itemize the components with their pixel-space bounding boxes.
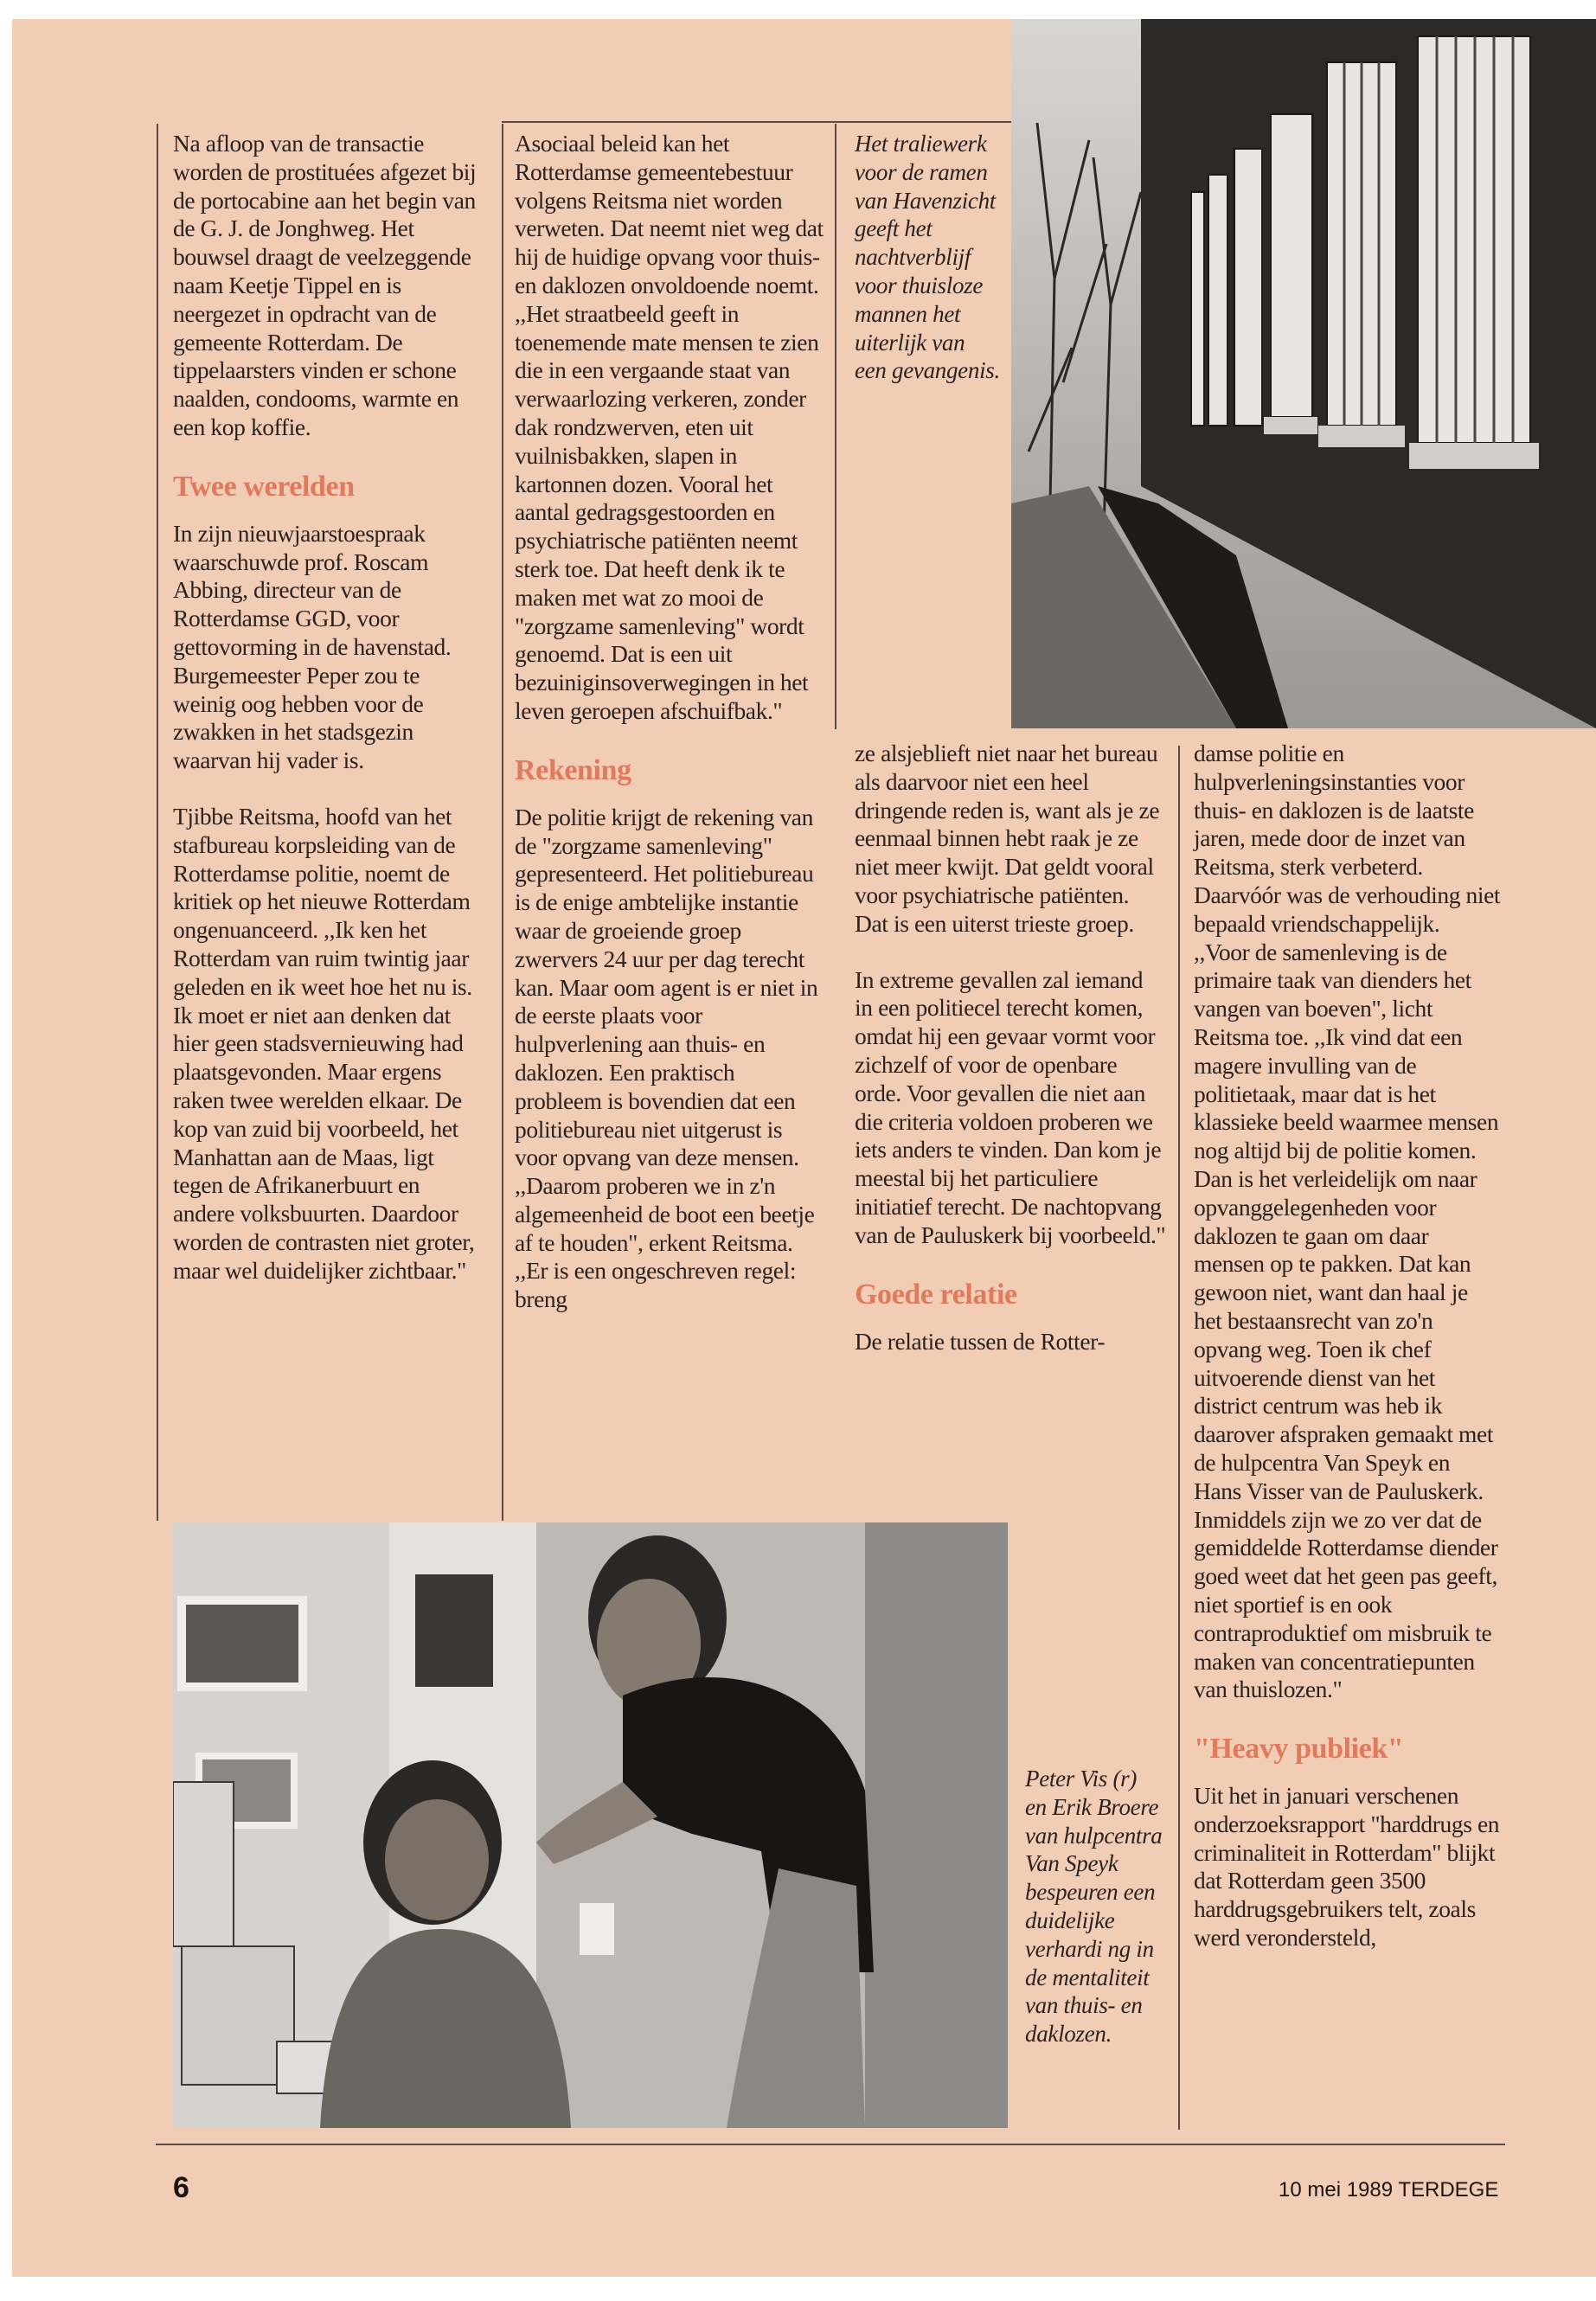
publication-date: 10 mei 1989 TERDEGE — [1279, 2178, 1499, 2202]
column-3 — [855, 740, 1166, 1383]
page-number: 6 — [173, 2171, 189, 2204]
subheading-twee-werelden: Twee werelden — [173, 470, 355, 503]
paragraph: De relatie tussen de Rotter- — [855, 1327, 1106, 1355]
subheading-heavy-publiek: "Heavy publiek" — [1194, 1733, 1404, 1766]
paragraph: damse politie en hulpverleningsinstanties voor thuis- en daklozen is de laatste jaren, mede door de inzet van Reitsma, sterk verbeterd. Daarvóór was de verhouding niet bepaald vriendschappelijk. ,,Voor de samenleving is de primaire taak van dienders het vangen van boeven", licht Reitsma toe. ,,Ik vind dat een magere invulling van de politietaak, maar dat is het klassieke beeld waarmee mensen nog altijd bij de politie komen. Dan is het verleidelijk om naar opvanggelegenheden voor daklozen te gaan om daar mensen op te pakken. Dat kan gewoon niet, want dan haal je het bestaansrecht van zo'n opvang weg. Toen ik chef uitvoerende dienst van het district centrum was heb ik daarover afspraken gemaakt met de hulpcentra Van Speyk en Hans Visser van de Pauluskerk. Inmiddels zijn we zo ver dat de gemiddelde Rotterdamse diender goed weet dat het geen pas geeft, niet sportief is en ook contraproduktief om misbruik te maken van concentratiepunten van thuislozen." — [1194, 740, 1501, 1703]
paragraph: Na afloop van de transactie worden de prostituées afgezet bij de portocabine aan het begin van de G. J. de Jonghweg. Het bouwsel draagt de veelzeggende naam Keetje Tippel en is neergezet in opdracht van de gemeente Rotterdam. De tippelaarsters vinden er schone naalden, condooms, warmte en een kop koffie. — [173, 130, 477, 440]
column-2 — [515, 130, 826, 1342]
column-1 — [173, 130, 484, 1312]
caption-top-photo: Het traliewerk voor de ramen van Havenzicht geeft het nachtverblijf voor thuisloze mannen het uiterlijk van een gevangenis. — [855, 131, 1000, 384]
paragraph: Tjibbe Reitsma, hoofd van het stafbureau korpsleiding van de Rotterdamse politie, noemt de kritiek op het nieuwe Rotterdam ongenuanceerd. ,,Ik ken het Rotterdam van ruim twintig jaar geleden en ik weet hoe het nu is. Ik moet er niet aan denken dat hier geen stadsvernieuwing had plaatsgevonden. Maar ergens raken twee werelden elkaar. De kop van zuid bij voorbeeld, het Manhattan aan de Maas, ligt tegen de Afrikanerbuurt en andere volksbuurten. Daardoor worden de contrasten niet groter, maar wel duidelijker zichtbaar." — [173, 802, 475, 1284]
subheading-rekening: Rekening — [515, 753, 631, 786]
column-rule — [502, 121, 1011, 123]
caption-bottom-photo: Peter Vis (r) en Erik Broere van hulpcentra Van Speyk bespeuren een duidelijke verhardi ng in de mentaliteit van thuis- en daklozen. — [1025, 1766, 1163, 2048]
column-rule — [835, 124, 836, 729]
paragraph: De politie krijgt de rekening van de "zorgzame samenleving" gepresenteerd. Het politiebureau is de enige ambtelijke instantie waar de groeiende groep zwervers 24 uur per dag terecht kan. Maar oom agent is er niet in de eerste plaats voor hulpverlening aan thuis- en daklozen. Een praktisch probleem is bovendien dat een politiebureau niet uitgerust is voor opvang van deze mensen. — [515, 803, 818, 1171]
photo-peter-vis-erik-broere — [173, 1522, 1008, 2128]
paragraph: In zijn nieuwjaarstoespraak waarschuwde prof. Roscam Abbing, directeur van de Rotterdamse GGD, voor gettovorming in de havenstad. Burgemeester Peper zou te weinig oog hebben voor de zwakken in het stadsgezin waarvan hij vader is. — [173, 519, 452, 774]
column-4 — [1194, 740, 1501, 1980]
column-rule — [1178, 746, 1180, 2130]
paragraph: Uit het in januari verschenen onderzoeksrapport "harddrugs en criminaliteit in Rotterdam" blijkt dat Rotterdam geen 3500 harddrugsgebruikers telt, zoals werd verondersteld, — [1194, 1782, 1500, 1952]
paragraph: ze alsjeblieft niet naar het bureau als daarvoor niet een heel dringende reden is, want als je ze eenmaal binnen hebt raak je ze niet meer kwijt. Dat geldt vooral voor psychiatrische patiënten. Dat is een uiterst trieste groep. — [855, 740, 1160, 937]
paragraph: ,,Daarom proberen we in z'n algemeenheid de boot een beetje af te houden", erkent Reitsma. ,,Er is een ongeschreven regel: breng — [515, 1172, 815, 1313]
photo-havenzicht-building — [1011, 19, 1596, 728]
paragraph: Asociaal beleid kan het Rotterdamse gemeentebestuur volgens Reitsma niet worden verweten. Dat neemt niet weg dat hij de huidige opvang voor thuis- en daklozen onvoldoende noemt. ,,Het straatbeeld geeft in toenemende mate mensen te zien die in een vergaande staat van verwaarlozing verkeren, zonder dak rondzwerven, eten uit vuilnisbakken, slapen in kartonnen dozen. Vooral het aantal gedragsgestoorden en psychiatrische patiënten neemt sterk toe. Dat heeft denk ik te maken met wat zo mooi de "zorgzame samenleving" wordt genoemd. Dat is een uit bezuiniginsoverwegingen in het leven geroepen afschuifbak." — [515, 130, 824, 724]
subheading-goede-relatie: Goede relatie — [855, 1278, 1017, 1311]
column-rule — [157, 124, 158, 1521]
column-rule — [502, 124, 503, 1521]
footer-rule — [156, 2144, 1505, 2145]
paragraph: In extreme gevallen zal iemand in een politiecel terecht komen, omdat hij een gevaar vormt voor zichzelf of voor de openbare orde. Voor gevallen die niet aan die criteria voldoen proberen we iets anders te vinden. Dan kom je meestal bij het particuliere initiatief terecht. De nachtopvang van de Pauluskerk bij voorbeeld." — [855, 965, 1166, 1248]
